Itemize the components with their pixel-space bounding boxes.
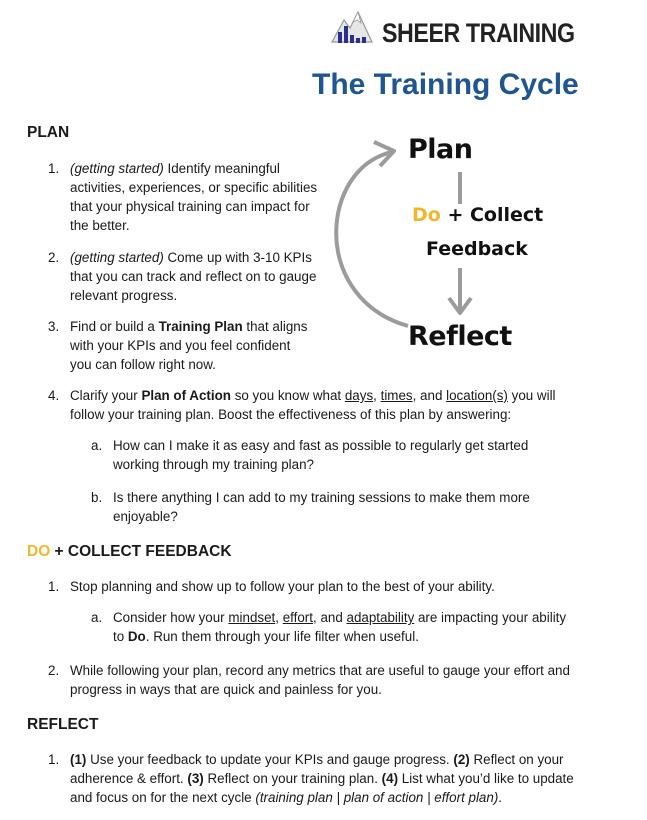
diagram-reflect-label: Reflect — [408, 321, 512, 352]
list-text: Find or build a Training Plan that aligns with your KPIs and you feel confident you can follow right now. — [70, 319, 308, 372]
diagram-do-word: Do — [412, 204, 441, 226]
list-text: (1) Use your feedback to update your KPIs and gauge progress. (2) Reflect on your adherence & effort. (3) Reflect on your training plan. (4) List what you’d like to update and focus on for the next cycle (training plan | plan of action | effort plan). — [70, 752, 574, 805]
list-number: 2. — [48, 250, 60, 265]
list-text: (getting started) Come up with 3-10 KPIs that you can track and reflect on to gauge relevant progress. — [70, 250, 317, 303]
diagram-do-label — [412, 204, 543, 226]
mountain-bars-icon — [330, 8, 376, 48]
list-text: (getting started) Identify meaningful activities, experiences, or specific abilities that your physical training can impact for the better. — [70, 161, 318, 233]
list-text: How can I make it as easy and fast as possible to regularly get started working through my training plan? — [113, 438, 529, 472]
list-number: 2. — [48, 663, 60, 678]
reflect-heading: REFLECT — [27, 716, 99, 733]
list-letter: a. — [91, 610, 103, 625]
list-number: 4. — [48, 388, 60, 403]
brand-logo — [330, 8, 575, 48]
list-text: While following your plan, record any metrics that are useful to gauge your effort and progress in ways that are quick and painless for you. — [70, 663, 570, 697]
page-title: The Training Cycle — [312, 68, 579, 101]
list-letter: b. — [91, 490, 103, 505]
list-number: 3. — [48, 319, 60, 334]
list-number: 1. — [48, 752, 60, 767]
brand-name: SHEER TRAINING — [382, 18, 575, 48]
training-cycle-diagram — [330, 128, 580, 358]
list-text: Clarify your Plan of Action so you know what days, times, and location(s) you will follow your training plan. Boost the effectiveness of this plan by answering: — [70, 388, 556, 422]
diagram-feedback-label: Feedback — [426, 238, 528, 260]
list-letter: a. — [91, 438, 103, 453]
plan-heading: PLAN — [27, 124, 70, 141]
diagram-plan-label: Plan — [408, 134, 473, 165]
list-number: 1. — [48, 161, 60, 176]
list-text: Stop planning and show up to follow your plan to the best of your ability. — [70, 579, 495, 594]
list-text: Is there anything I can add to my training sessions to make them more enjoyable? — [113, 490, 530, 524]
curved-arrow-icon — [336, 152, 408, 326]
do-heading: DO + COLLECT FEEDBACK — [27, 543, 232, 560]
list-number: 1. — [48, 579, 60, 594]
diagram-collect-word: + Collect — [440, 204, 544, 226]
list-text: Consider how your mindset, effort, and adaptability are impacting your ability to Do. Run them through your life filter when useful. — [113, 610, 567, 644]
